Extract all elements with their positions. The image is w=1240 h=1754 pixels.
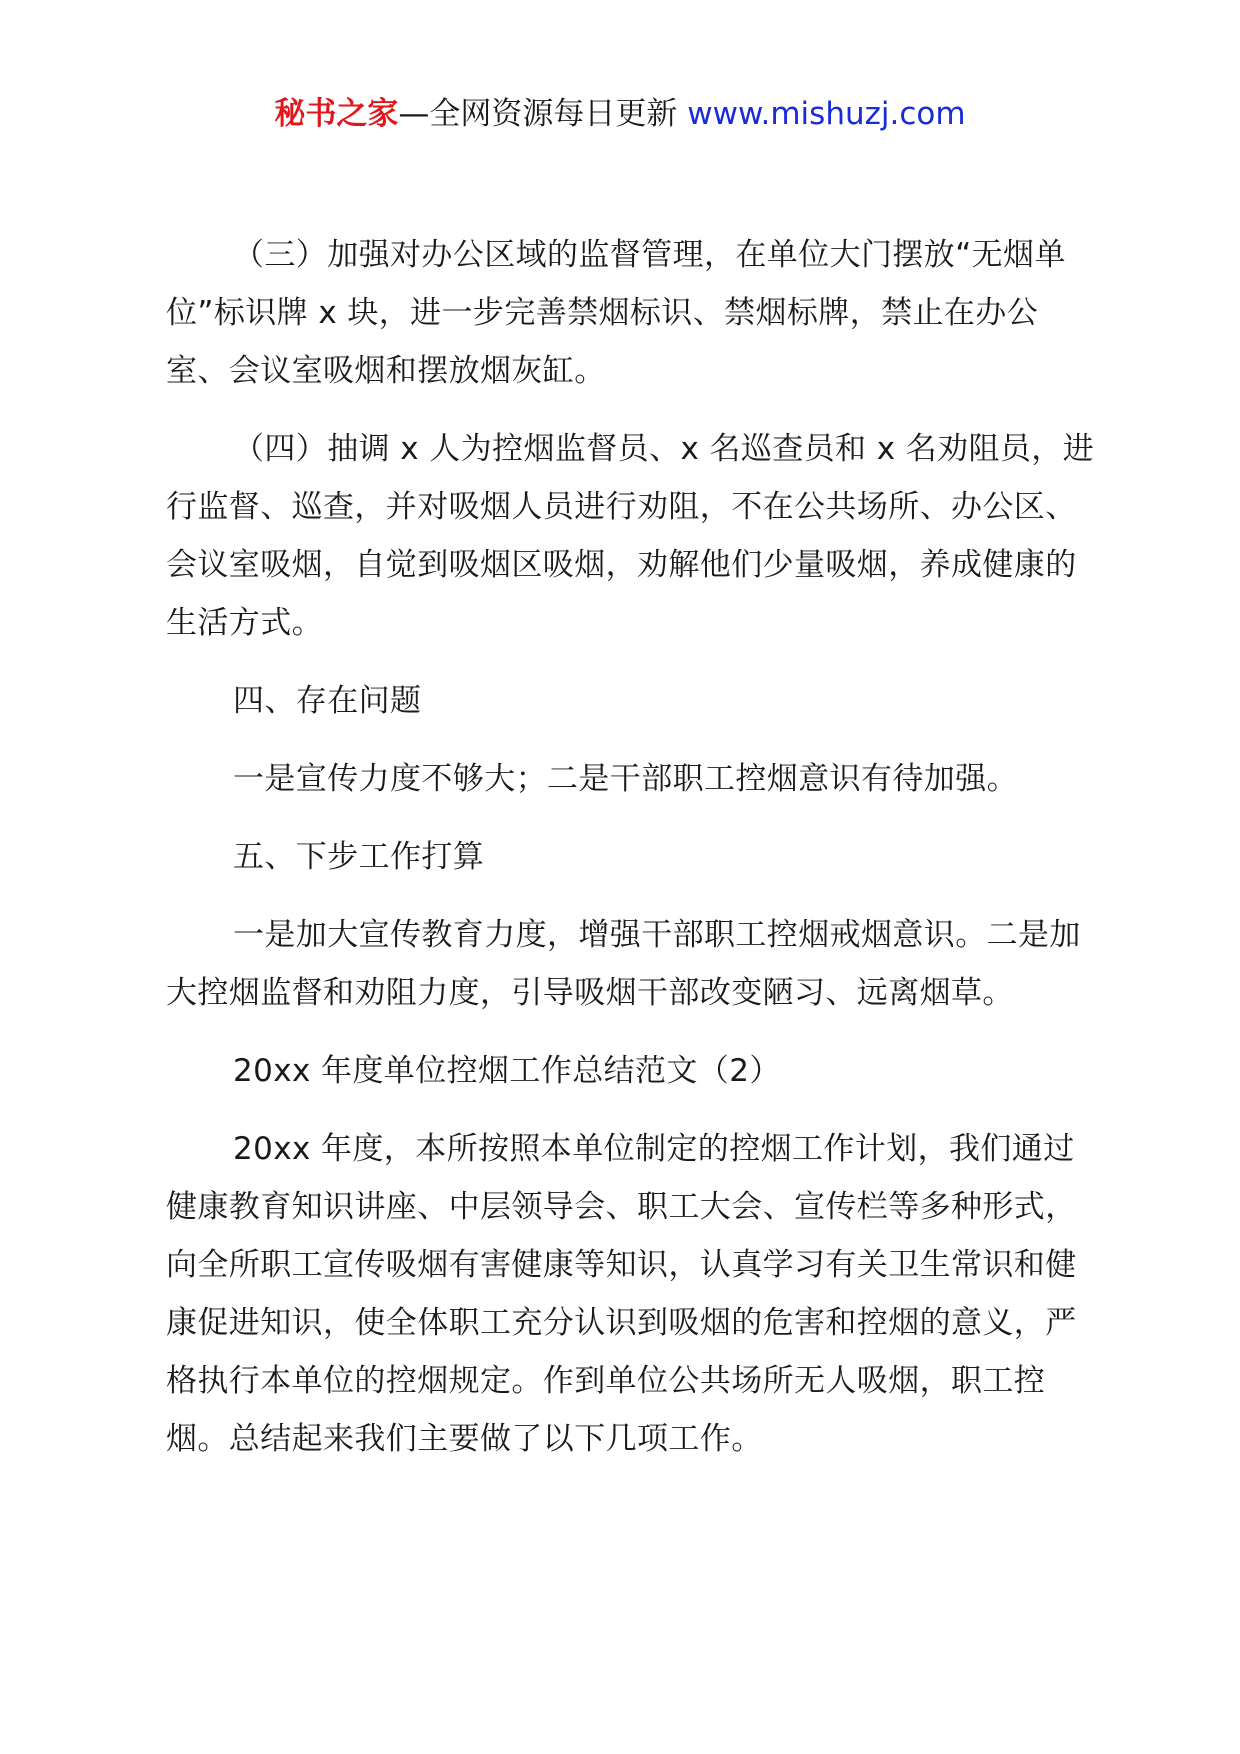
paragraph-problems: 一是宣传力度不够大；二是干部职工控烟意识有待加强。	[233, 761, 1018, 797]
document-body	[166, 226, 1098, 1488]
section-heading-problems: 四、存在问题	[233, 683, 422, 719]
section-heading-next-steps: 五、下步工作打算	[233, 839, 485, 875]
paragraph-4: （四）抽调 x 人为控烟监督员、x 名巡查员和 x 名劝阻员，进行监督、巡查，并对吸烟人员进行劝阻，不在公共场所、办公区、会议室吸烟，自觉到吸烟区吸烟，劝解他们少量吸烟，养成健康的生活方式。	[166, 431, 1095, 641]
page-header	[0, 92, 1240, 136]
paragraph-3: （三）加强对办公区域的监督管理，在单位大门摆放“无烟单位”标识牌 x 块，进一步完善禁烟标识、禁烟标牌，禁止在办公室、会议室吸烟和摆放烟灰缸。	[166, 237, 1066, 389]
document-title-2: 20xx 年度单位控烟工作总结范文（2）	[233, 1053, 781, 1089]
site-url-link[interactable]: www.mishuzj.com	[687, 96, 966, 132]
paragraph-intro-2: 20xx 年度，本所按照本单位制定的控烟工作计划，我们通过健康教育知识讲座、中层领导会、职工大会、宣传栏等多种形式，向全所职工宣传吸烟有害健康等知识，认真学习有关卫生常识和健康促进知识，使全体职工充分认识到吸烟的危害和控烟的意义，严格执行本单位的控烟规定。作到单位公共场所无人吸烟，职工控烟。总结起来我们主要做了以下几项工作。	[166, 1131, 1077, 1457]
paragraph-next-steps: 一是加大宣传教育力度，增强干部职工控烟戒烟意识。二是加大控烟监督和劝阻力度，引导吸烟干部改变陋习、远离烟草。	[166, 917, 1081, 1011]
header-tagline: —全网资源每日更新	[398, 96, 678, 132]
brand-name: 秘书之家	[274, 96, 399, 132]
